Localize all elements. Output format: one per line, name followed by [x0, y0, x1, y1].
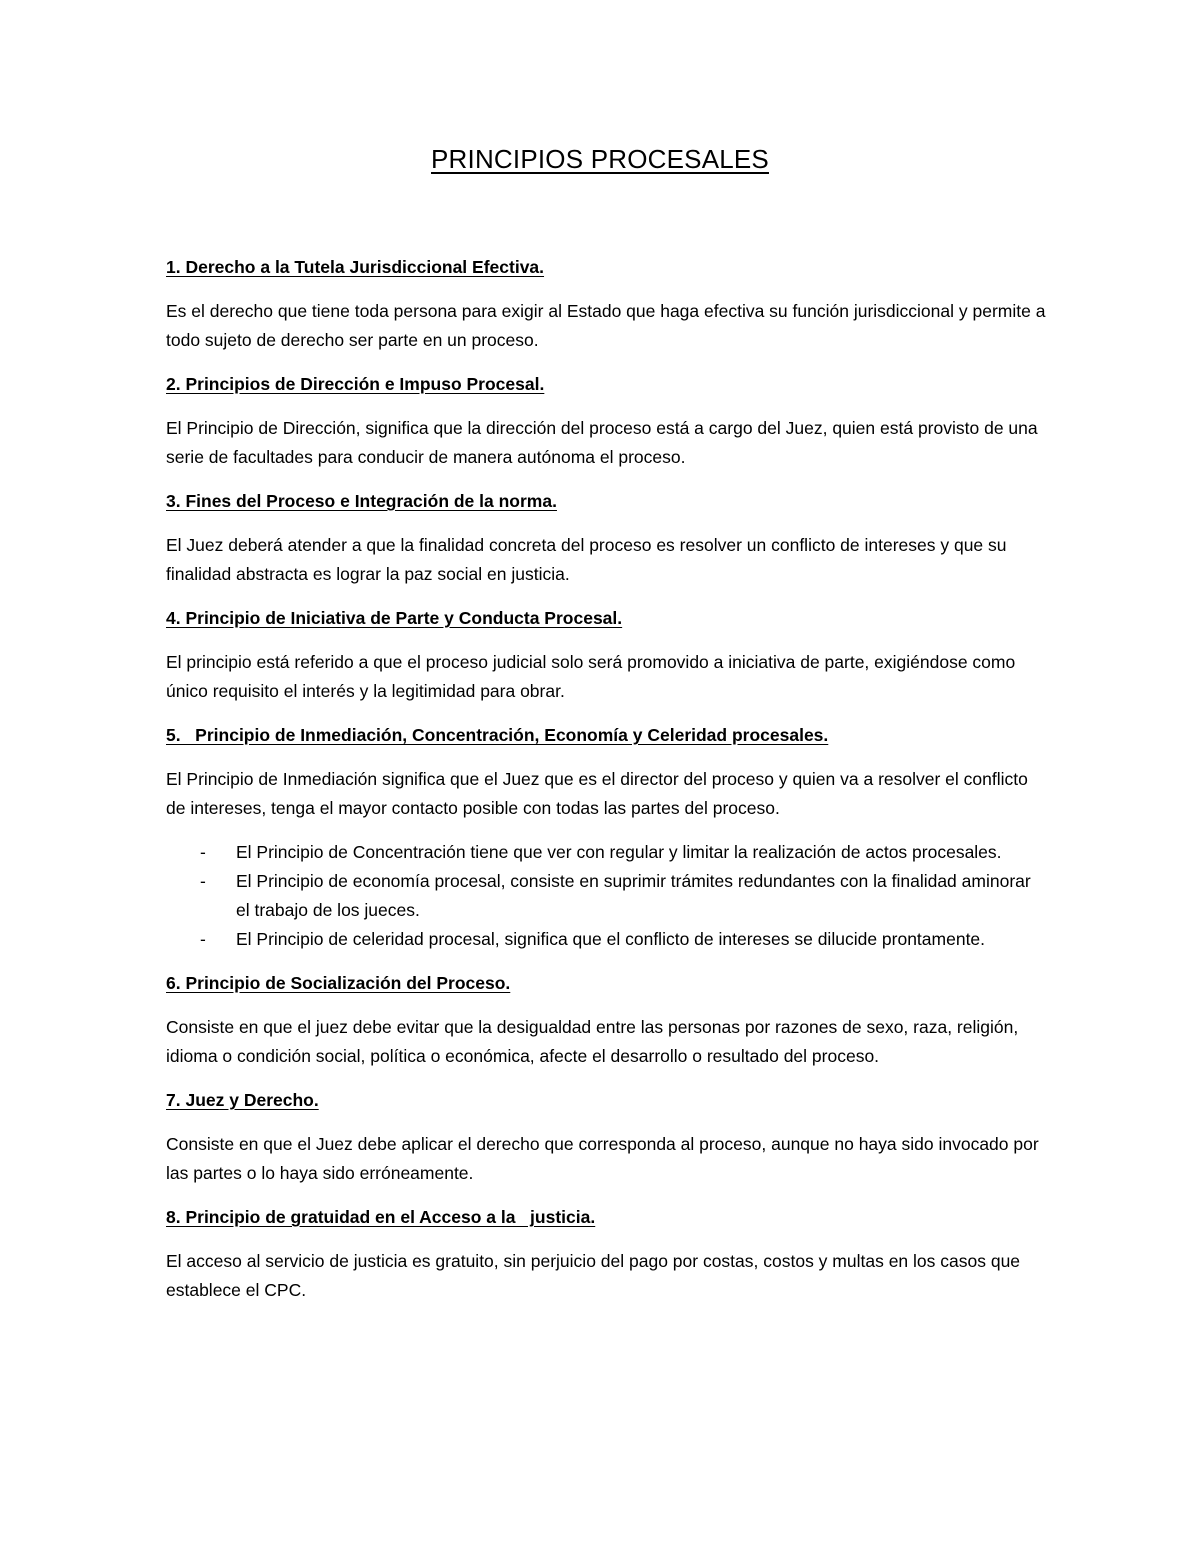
- bullet-item: [200, 925, 1046, 954]
- bullet-item: [200, 867, 1046, 925]
- section-5-heading: 5. Principio de Inmediación, Concentración, Economía y Celeridad procesales.: [166, 725, 829, 745]
- section-4-heading: 4. Principio de Iniciativa de Parte y Conducta Procesal.: [166, 608, 623, 628]
- section-5-bullet-list: [166, 838, 1046, 954]
- bullet-item: [200, 838, 1046, 867]
- bullet-marker: -: [200, 871, 206, 891]
- bullet-text: El Principio de celeridad procesal, significa que el conflicto de intereses se dilucide prontamente.: [236, 929, 986, 949]
- section-3-paragraph: El Juez deberá atender a que la finalidad concreta del proceso es resolver un conflicto de intereses y que su finalidad abstracta es lograr la paz social en justicia.: [166, 535, 1007, 584]
- bullet-marker: -: [200, 842, 206, 862]
- section-6-heading: 6. Principio de Socialización del Proceso.: [166, 973, 511, 993]
- section-3-heading: 3. Fines del Proceso e Integración de la norma.: [166, 491, 557, 511]
- section-4-paragraph: El principio está referido a que el proceso judicial solo será promovido a iniciativa de parte, exigiéndose como único requisito el interés y la legitimidad para obrar.: [166, 652, 1016, 701]
- bullet-text: El Principio de economía procesal, consiste en suprimir trámites redundantes con la finalidad aminorar el trabajo de los jueces.: [236, 871, 1031, 920]
- section-8-heading: 8. Principio de gratuidad en el Acceso a la justicia.: [166, 1207, 596, 1227]
- section-5-paragraph: El Principio de Inmediación significa que el Juez que es el director del proceso y quien va a resolver el conflicto de intereses, tenga el mayor contacto posible con todas las partes del proceso.: [166, 769, 1028, 818]
- document-body: [166, 253, 1046, 1320]
- section-2-paragraph: El Principio de Dirección, significa que la dirección del proceso está a cargo del Juez, quien está provisto de una serie de facultades para conducir de manera autónoma el proceso.: [166, 418, 1038, 467]
- bullet-marker: -: [200, 929, 206, 949]
- section-6-paragraph: Consiste en que el juez debe evitar que la desigualdad entre las personas por razones de sexo, raza, religión, idioma o condición social, política o económica, afecte el desarrollo o resultado del proceso.: [166, 1017, 1019, 1066]
- section-1-paragraph: Es el derecho que tiene toda persona para exigir al Estado que haga efectiva su función jurisdiccional y permite a todo sujeto de derecho ser parte en un proceso.: [166, 301, 1046, 350]
- section-1-heading: 1. Derecho a la Tutela Jurisdiccional Efectiva.: [166, 257, 545, 277]
- section-7-heading: 7. Juez y Derecho.: [166, 1090, 319, 1110]
- document-title: PRINCIPIOS PROCESALES: [431, 144, 769, 174]
- section-2-heading: 2. Principios de Dirección e Impuso Procesal.: [166, 374, 545, 394]
- section-8-paragraph: El acceso al servicio de justicia es gratuito, sin perjuicio del pago por costas, costos y multas en los casos que establece el CPC.: [166, 1251, 1021, 1300]
- bullet-text: El Principio de Concentración tiene que ver con regular y limitar la realización de actos procesales.: [236, 842, 1002, 862]
- section-7-paragraph: Consiste en que el Juez debe aplicar el derecho que corresponda al proceso, aunque no haya sido invocado por las partes o lo haya sido erróneamente.: [166, 1134, 1039, 1183]
